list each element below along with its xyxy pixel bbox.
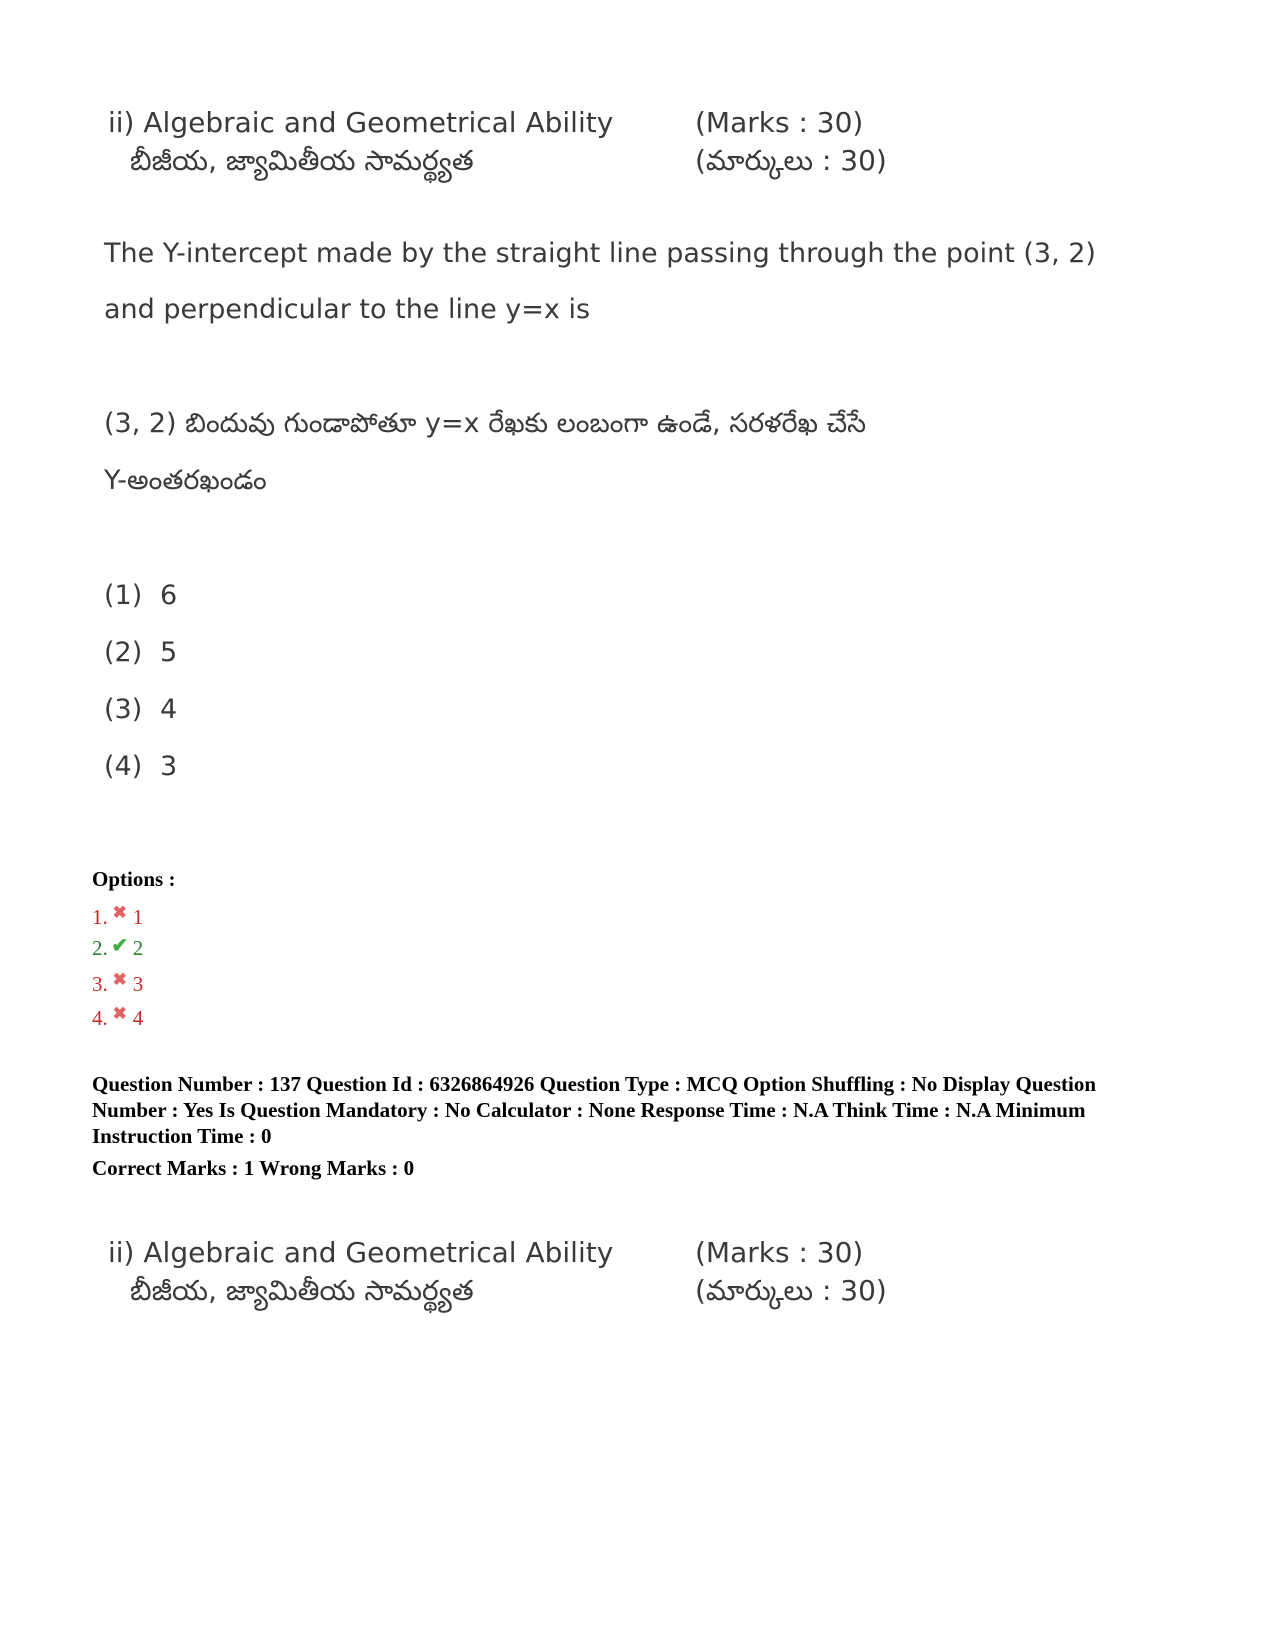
section-marks-en: (Marks : 30) bbox=[695, 1236, 864, 1269]
cross-icon: ✖ bbox=[112, 1004, 127, 1023]
section-title-te: బీజీయ, జ్యామితీయ సామర్థ్యత bbox=[130, 144, 474, 177]
option-index: 3. bbox=[92, 972, 108, 996]
question-text-en-line1: The Y-intercept made by the straight line passing through the point (3, 2) bbox=[104, 238, 1096, 269]
option-value: 4 bbox=[132, 1006, 144, 1030]
choice-number: (1) bbox=[104, 580, 143, 611]
option-index: 1. bbox=[92, 905, 108, 929]
metadata-line-2: Number : Yes Is Question Mandatory : No Calculator : None Response Time : N.A Think Time : N.A Minimum bbox=[92, 1098, 1086, 1122]
option-value: 1 bbox=[132, 905, 144, 929]
section-title-te: బీజీయ, జ్యామితీయ సామర్థ్యత bbox=[130, 1274, 474, 1307]
choice-number: (2) bbox=[104, 637, 143, 668]
section-title-en: ii) Algebraic and Geometrical Ability bbox=[108, 106, 614, 139]
section-marks-te: (మార్కులు : 30) bbox=[695, 144, 887, 177]
question-text-te-line1: (3, 2) బిందువు గుండాపోతూ y=x రేఖకు లంబంగా ఉండే, సరళరేఖ చేసే bbox=[104, 408, 867, 439]
option-value: 2 bbox=[132, 936, 144, 960]
question-text-en-line2: and perpendicular to the line y=x is bbox=[104, 294, 591, 325]
choice-item bbox=[104, 691, 177, 729]
option-index: 4. bbox=[92, 1006, 108, 1030]
choice-value: 6 bbox=[160, 580, 178, 611]
option-index: 2. bbox=[92, 936, 108, 960]
question-text-te-line2: Y-అంతరఖండం bbox=[104, 465, 267, 496]
marks-info: Correct Marks : 1 Wrong Marks : 0 bbox=[92, 1156, 415, 1180]
option-item bbox=[92, 967, 143, 997]
section-marks-te: (మార్కులు : 30) bbox=[695, 1274, 887, 1307]
options-heading: Options : bbox=[92, 867, 176, 891]
metadata-line-1: Question Number : 137 Question Id : 6326864926 Question Type : MCQ Option Shuffling : No Display Question bbox=[92, 1072, 1097, 1096]
option-value: 3 bbox=[132, 972, 144, 996]
choice-value: 4 bbox=[160, 694, 178, 725]
check-icon: ✔ bbox=[111, 935, 129, 957]
choice-number: (4) bbox=[104, 751, 143, 782]
choice-number: (3) bbox=[104, 694, 143, 725]
choice-item bbox=[104, 634, 177, 672]
option-item bbox=[92, 933, 143, 961]
choice-value: 5 bbox=[160, 637, 178, 668]
section-title-en: ii) Algebraic and Geometrical Ability bbox=[108, 1236, 614, 1269]
option-item bbox=[92, 900, 143, 930]
option-item bbox=[92, 1001, 143, 1031]
choice-value: 3 bbox=[160, 751, 178, 782]
metadata-line-3: Instruction Time : 0 bbox=[92, 1124, 272, 1148]
choice-item bbox=[104, 748, 177, 786]
cross-icon: ✖ bbox=[112, 970, 127, 989]
choice-item bbox=[104, 577, 177, 615]
cross-icon: ✖ bbox=[112, 903, 127, 922]
section-marks-en: (Marks : 30) bbox=[695, 106, 864, 139]
